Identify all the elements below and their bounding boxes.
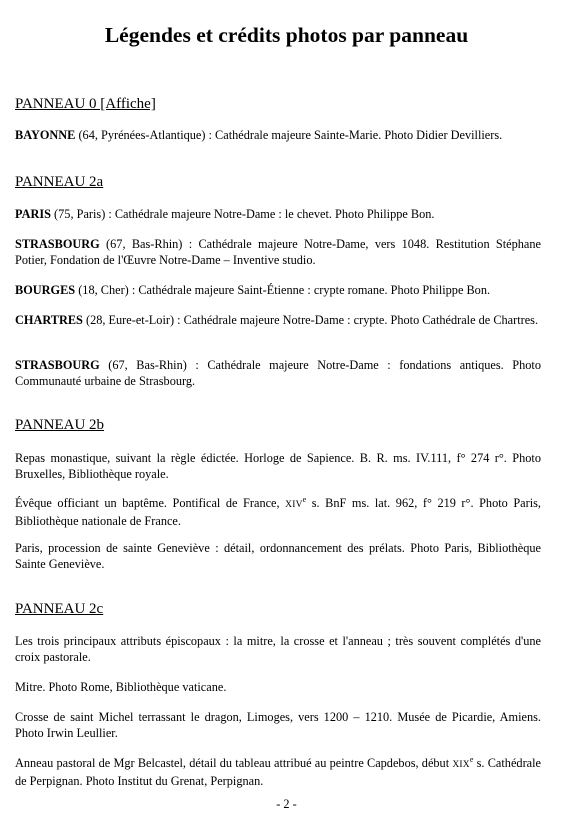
caption-text: (28, Eure-et-Loir) : Cathédrale majeure Notre-Dame : crypte. Photo Cathédrale de Chartres. [82, 313, 539, 327]
caption-text: (75, Paris) : Cathédrale majeure Notre-Dame : le chevet. Photo Philippe Bon. [50, 207, 435, 221]
section-heading-panneau-2a: PANNEAU 2a [15, 174, 104, 190]
caption-strasbourg-1 [15, 236, 541, 268]
page-title: Légendes et crédits photos par panneau [104, 23, 469, 47]
caption-chartres [15, 312, 541, 328]
caption-text: Évêque officiant un baptême. Pontifical de France, [15, 496, 286, 510]
caption-place: STRASBOURG [15, 237, 100, 251]
caption-text: s. BnF ms. lat. 962, f° 219 r°. Photo Paris, Bibliothèque nationale de France. [15, 496, 541, 528]
page-number: - 2 - [276, 797, 297, 811]
caption-text: (67, Bas-Rhin) : Cathédrale majeure Notre-Dame, vers 1048. Restitution Stéphane Potier, Fondation de l'Œuvre Notre-Dame – Inventive studio. [15, 237, 541, 267]
caption-anneau [15, 755, 541, 789]
section-heading-panneau-2b: PANNEAU 2b [15, 417, 105, 433]
caption-crosse: Crosse de saint Michel terrassant le dragon, Limoges, vers 1200 – 1210. Musée de Picardie, Amiens. Photo Irwin Leullier. [15, 710, 541, 740]
section-heading-panneau-2c: PANNEAU 2c [15, 601, 104, 617]
caption-text: Anneau pastoral de Mgr Belcastel, détail du tableau attribué au peintre Capdebos, début [15, 756, 453, 770]
caption-repas-monastique: Repas monastique, suivant la règle édictée. Horloge de Sapience. B. R. ms. IV.111, f° 274 r°. Photo Bruxelles, Bibliothèque royale. [15, 451, 541, 481]
caption-procession-genevieve: Paris, procession de sainte Geneviève : détail, ordonnancement des prélats. Photo Paris, Bibliothèque Sainte Geneviève. [15, 541, 541, 571]
caption-attributs-episcopaux: Les trois principaux attributs épiscopaux : la mitre, la crosse et l'anneau ; très souvent complétés d'une croix pastorale. [15, 634, 541, 664]
caption-eveque-bapteme [15, 495, 541, 529]
caption-place: BAYONNE [15, 128, 76, 142]
caption-mitre: Mitre. Photo Rome, Bibliothèque vaticane. [15, 680, 227, 694]
caption-place: CHARTRES [15, 313, 83, 327]
section-heading-panneau-0: PANNEAU 0 [Affiche] [15, 96, 156, 112]
century-superscript: e [302, 495, 307, 504]
caption-bayonne [15, 127, 541, 143]
caption-paris [15, 206, 541, 222]
caption-place: STRASBOURG [15, 358, 100, 372]
caption-place: BOURGES [15, 283, 76, 297]
caption-text: (18, Cher) : Cathédrale majeure Saint-Étienne : crypte romane. Photo Philippe Bon. [75, 283, 491, 297]
century-numeral: XIX [452, 760, 470, 770]
caption-text: (67, Bas-Rhin) : Cathédrale majeure Notre-Dame : fondations antiques. Photo Communauté urbaine de Strasbourg. [15, 358, 541, 388]
caption-text: (64, Pyrénées-Atlantique) : Cathédrale majeure Sainte-Marie. Photo Didier Devilliers. [75, 128, 503, 142]
caption-place: PARIS [15, 207, 51, 221]
caption-text: s. Cathédrale de Perpignan. Photo Institut du Grenat, Perpignan. [15, 756, 541, 788]
caption-bourges [15, 282, 541, 298]
century-superscript: e [469, 755, 474, 764]
caption-strasbourg-2 [15, 357, 541, 389]
century-numeral: XIV [285, 500, 303, 510]
